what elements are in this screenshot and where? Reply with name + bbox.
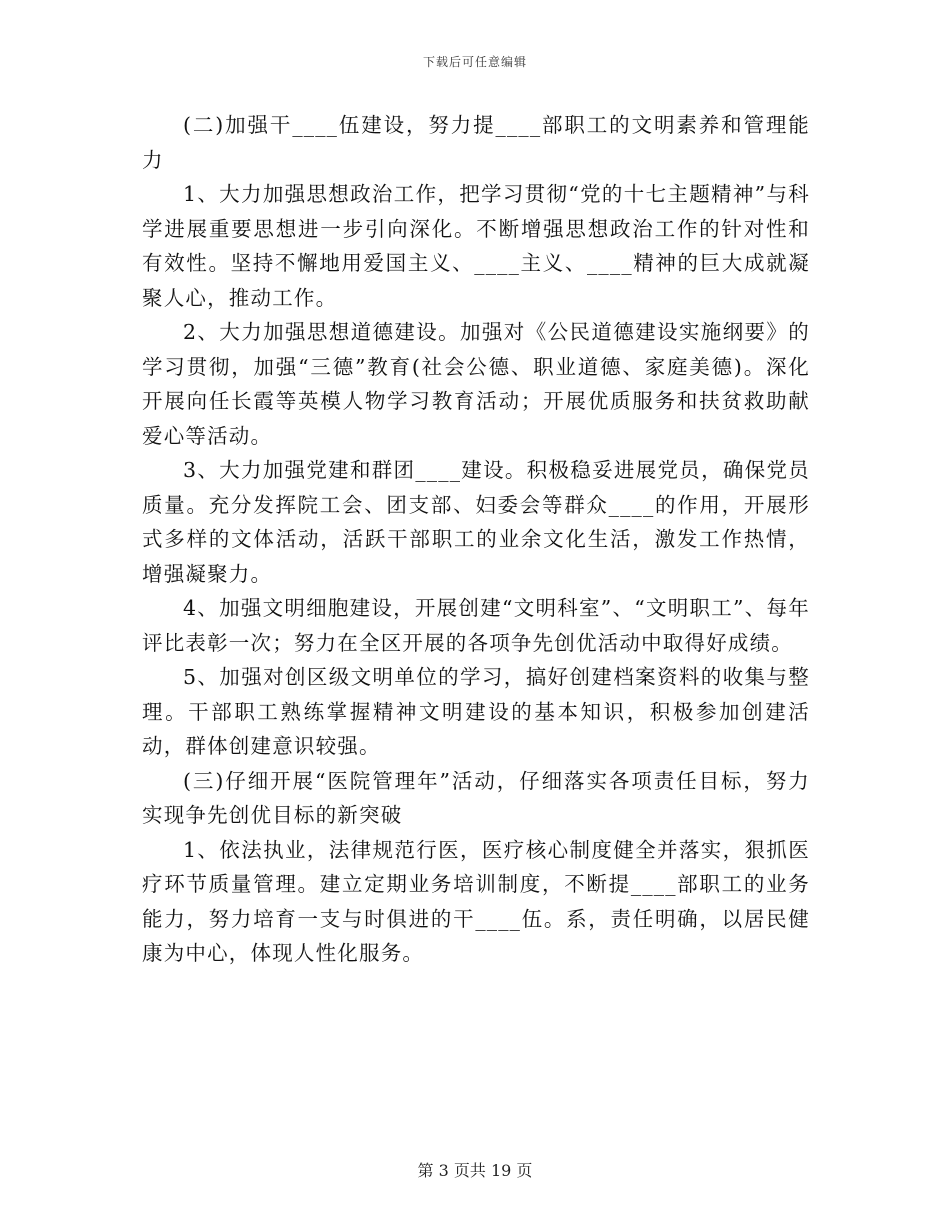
page-header: 下载后可任意编辑: [422, 55, 527, 69]
section-heading-3: (三)仔细开展“医院管理年”活动，仔细落实各项责任目标，努力实现争先创优目标的新突破: [142, 768, 810, 827]
paragraph-item-4: 4、加强文明细胞建设，开展创建“文明科室”、“文明职工”、每年评比表彰一次；努力在全区开展的各项争先创优活动中取得好成绩。: [142, 596, 810, 655]
paragraph-item-5: 5、加强对创区级文明单位的学习，搞好创建档案资料的收集与整理。干部职工熟练掌握精神文明建设的基本知识，积极参加创建活动，群体创建意识较强。: [142, 665, 810, 758]
document-body: [142, 108, 810, 971]
page-number: 第 3 页共 19 页: [417, 1161, 533, 1180]
paragraph-item-1b: 1、依法执业，法律规范行医，医疗核心制度健全并落实，狠抓医疗环节质量管理。建立定期业务培训制度，不断提____部职工的业务能力，努力培育一支与时俱进的干____伍。系，责任明确，以居民健康为中心，体现人性化服务。: [142, 837, 810, 965]
paragraph-item-2: 2、大力加强思想道德建设。加强对《公民道德建设实施纲要》的学习贯彻，加强“三德”教育(社会公德、职业道德、家庭美德)。深化开展向任长霞等英模人物学习教育活动；开展优质服务和扶贫救助献爱心等活动。: [142, 320, 810, 448]
paragraph-item-1: 1、大力加强思想政治工作，把学习贯彻“党的十七主题精神”与科学进展重要思想进一步引向深化。不断增强思想政治工作的针对性和有效性。坚持不懈地用爱国主义、____主义、____精神的巨大成就凝聚人心，推动工作。: [142, 182, 810, 310]
paragraph-item-3: 3、大力加强党建和群团____建设。积极稳妥进展党员，确保党员质量。充分发挥院工会、团支部、妇委会等群众____的作用，开展形式多样的文体活动，活跃干部职工的业余文化生活，激发工作热情，增强凝聚力。: [142, 458, 810, 586]
section-heading-2: (二)加强干____伍建设，努力提____部职工的文明素养和管理能力: [142, 113, 810, 172]
